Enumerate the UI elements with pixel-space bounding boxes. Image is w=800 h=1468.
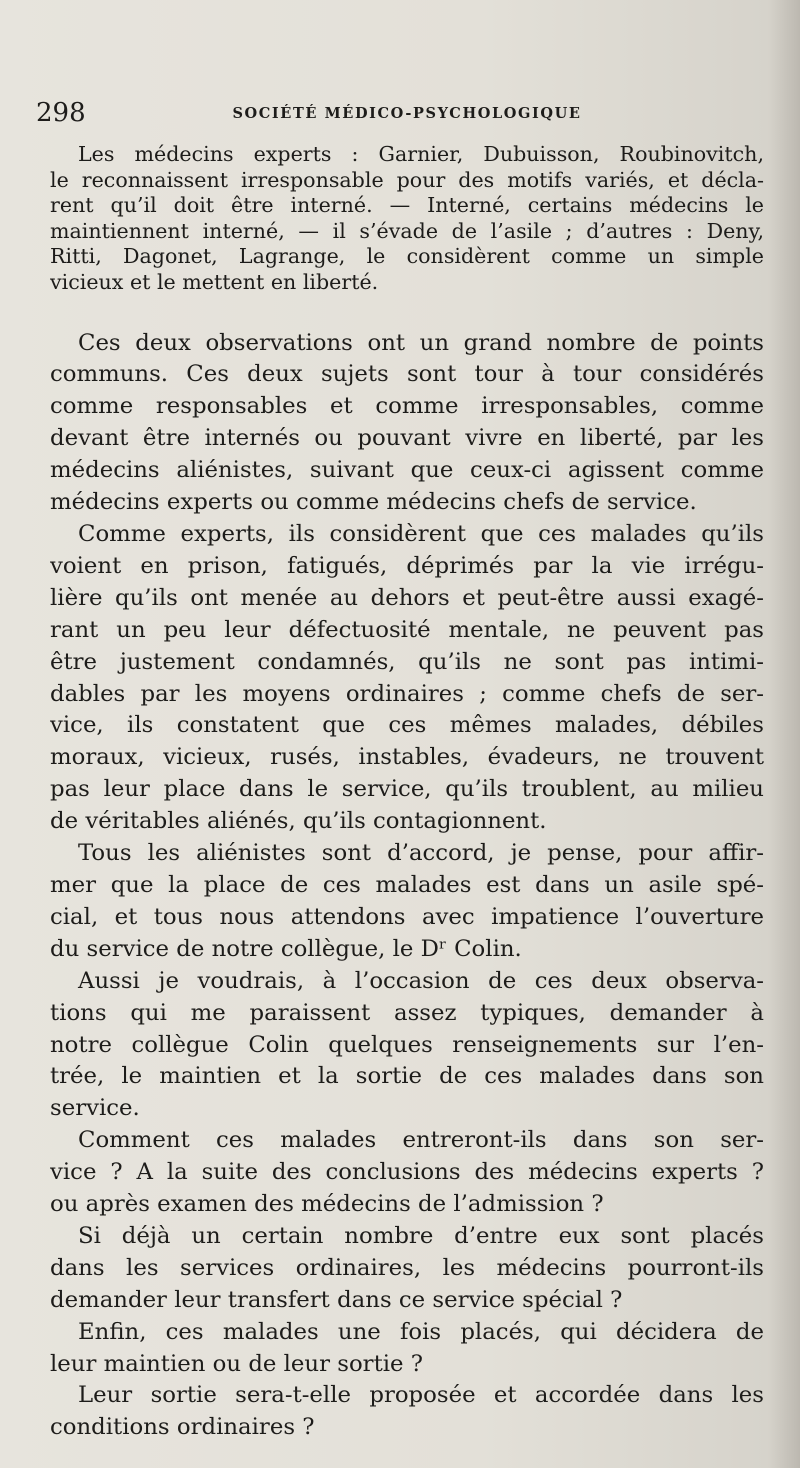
paragraph: [50, 328, 764, 519]
text-line: notre collègue Colin quelques renseignements sur l’en-: [50, 1031, 764, 1058]
text-line: conditions ordinaires ?: [50, 1414, 315, 1441]
text-line: dables par les moyens ordinaires ; comme chefs de ser-: [50, 680, 764, 707]
text-line: lière qu’ils ont menée au dehors et peut-être aussi exagé-: [50, 584, 764, 611]
text-line: voient en prison, fatigués, déprimés par la vie irrégu-: [50, 552, 764, 579]
text-line: service.: [50, 1095, 140, 1122]
text-line: rent qu’il doit être interné. — Interné, certains médecins le: [50, 193, 764, 218]
text-line: moraux, vicieux, rusés, instables, évadeurs, ne trouvent: [50, 744, 764, 771]
text-line: médecins aliénistes, suivant que ceux-ci agissent comme: [50, 457, 764, 484]
text-line: ou après examen des médecins de l’admission ?: [50, 1191, 604, 1218]
text-line: rant un peu leur défectuosité mentale, ne peuvent pas: [50, 616, 764, 643]
text-line: devant être internés ou pouvant vivre en liberté, par les: [50, 425, 764, 452]
text-line: Les médecins experts : Garnier, Dubuisson, Roubinovitch,: [78, 142, 764, 166]
text-line: du service de notre collègue, le Dʳ Colin.: [50, 935, 522, 962]
text-line: Tous les aliénistes sont d’accord, je pense, pour affir-: [78, 840, 764, 867]
text-line: leur maintien ou de leur sortie ?: [50, 1350, 423, 1377]
page-number: 298: [36, 98, 86, 128]
text-line: tions qui me paraissent assez typiques, demander à: [50, 999, 764, 1026]
paragraph: [50, 966, 764, 1126]
text-line: Comme experts, ils considèrent que ces malades qu’ils: [78, 521, 764, 547]
paragraph: [50, 838, 764, 966]
text-line: Leur sortie sera-t-elle proposée et accordée dans les: [78, 1382, 764, 1409]
text-line: vice ? A la suite des conclusions des médecins experts ?: [50, 1159, 764, 1186]
text-line: médecins experts ou comme médecins chefs de service.: [50, 489, 697, 516]
text-line: communs. Ces deux sujets sont tour à tour considérés: [50, 361, 764, 388]
text-line: Aussi je voudrais, à l’occasion de ces deux observa-: [78, 967, 764, 994]
paragraph: [50, 1221, 764, 1317]
text-line: pas leur place dans le service, qu’ils troublent, au milieu: [50, 776, 764, 803]
paragraph: [50, 142, 764, 296]
text-line: demander leur transfert dans ce service spécial ?: [50, 1286, 623, 1313]
text-line: cial, et tous nous attendons avec impatience l’ouverture: [50, 903, 764, 930]
text-line: Si déjà un certain nombre d’entre eux sont placés: [78, 1222, 764, 1249]
text-line: vicieux et le mettent en liberté.: [50, 269, 379, 294]
paragraph: [50, 1125, 764, 1221]
text-line: mer que la place de ces malades est dans un asile spé-: [50, 871, 764, 898]
paragraph: [50, 519, 764, 838]
body-text: [50, 142, 764, 1444]
text-line: Enfin, ces malades une fois placés, qui décidera de: [78, 1318, 764, 1345]
section-gap: [50, 296, 764, 328]
text-line: vice, ils constatent que ces mêmes malades, débiles: [50, 712, 764, 739]
text-line: le reconnaissent irresponsable pour des motifs variés, et décla-: [50, 167, 764, 192]
text-line: comme responsables et comme irresponsables, comme: [50, 393, 764, 420]
text-line: être justement condamnés, qu’ils ne sont pas intimi-: [50, 648, 764, 675]
paragraph: [50, 1380, 764, 1444]
text-line: Comment ces malades entreront-ils dans son ser-: [78, 1127, 764, 1154]
text-line: trée, le maintien et la sortie de ces malades dans son: [50, 1063, 764, 1090]
text-line: de véritables aliénés, qu’ils contagionnent.: [50, 808, 547, 835]
running-head: [36, 98, 764, 132]
text-line: Ces deux observations ont un grand nombre de points: [78, 329, 764, 356]
paragraph: [50, 1317, 764, 1381]
text-line: maintiennent interné, — il s’évade de l’asile ; d’autres : Deny,: [50, 218, 764, 243]
text-line: Ritti, Dagonet, Lagrange, le considèrent comme un simple: [50, 244, 764, 269]
text-line: dans les services ordinaires, les médecins pourront-ils: [50, 1254, 764, 1281]
running-title: SOCIÉTÉ MÉDICO-PSYCHOLOGIQUE: [232, 105, 582, 122]
